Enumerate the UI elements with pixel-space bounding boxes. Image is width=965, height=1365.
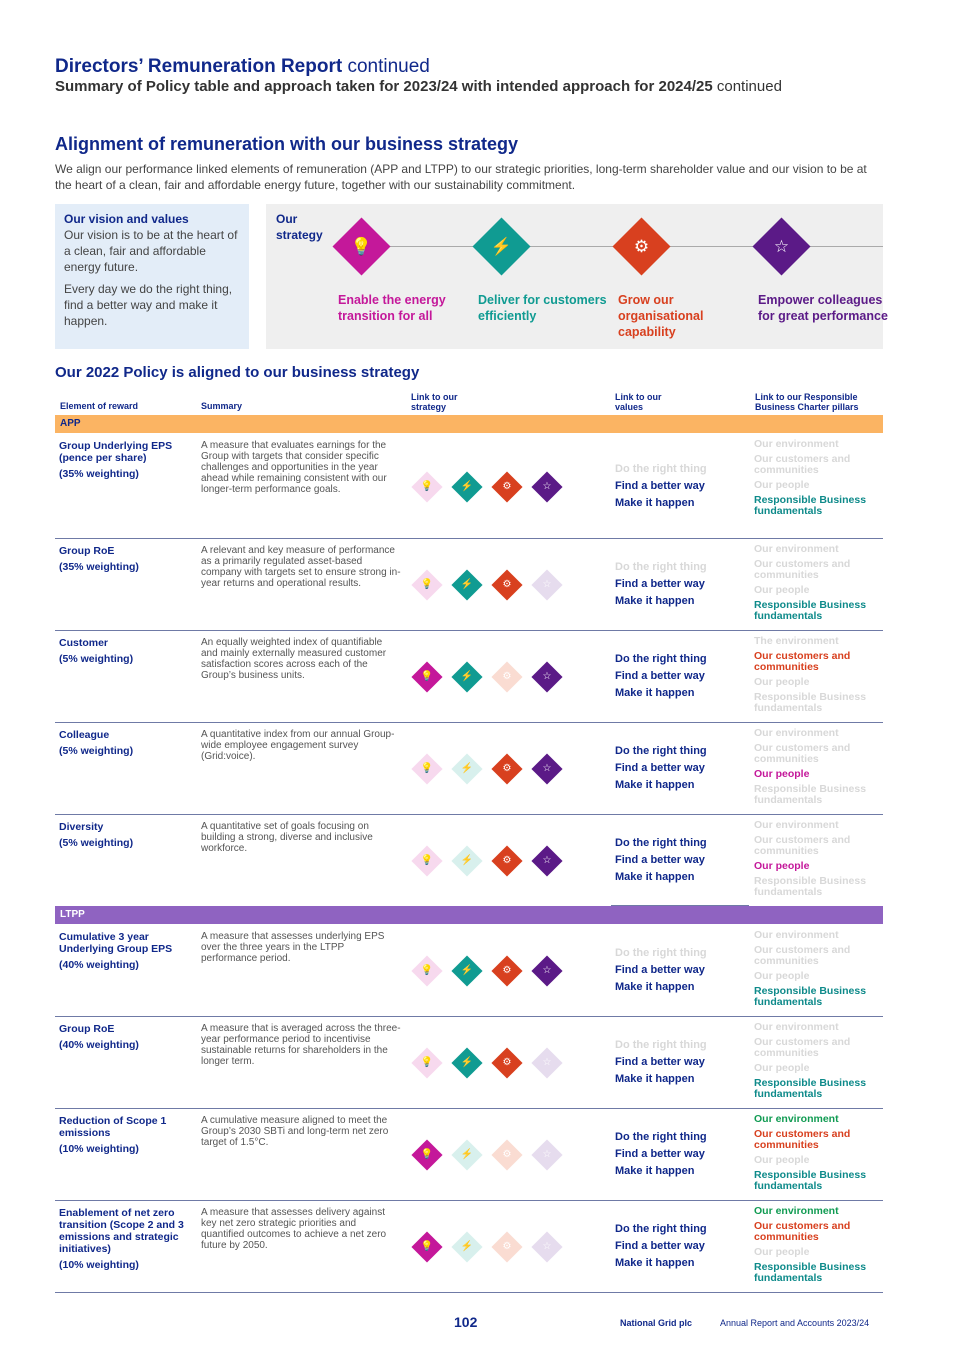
strategy-label-4: Empower colleagues for great performance bbox=[758, 293, 888, 323]
pillar-link-4: Responsible Business fundamentals bbox=[754, 691, 867, 714]
element-name: Group Underlying EPS (pence per share) bbox=[59, 440, 173, 464]
col-header-element: Element of reward bbox=[60, 401, 139, 411]
pillar-link-4: Responsible Business fundamentals bbox=[754, 599, 867, 622]
strategy-link-3 bbox=[491, 1231, 523, 1263]
strategy-link-1 bbox=[411, 661, 443, 693]
band-ltpp: LTPP bbox=[55, 906, 883, 924]
subtitle-continued: continued bbox=[712, 78, 782, 95]
pillar-link-2: Our customers and communities bbox=[754, 1036, 851, 1059]
strategy-links bbox=[411, 471, 571, 503]
strategy-link-1 bbox=[411, 471, 443, 503]
element-summary: A relevant and key measure of performance as a primarily regulated asset-based company with targets set to ensure strong in-year returns and operational results. bbox=[201, 545, 401, 589]
pillar-link-1: Our environment bbox=[754, 543, 839, 555]
lightbulb-icon: 💡 bbox=[420, 579, 434, 590]
pillar-link-2: Our customers and communities bbox=[754, 742, 851, 765]
vision-values-box bbox=[55, 204, 249, 349]
badge-star-icon: ☆ bbox=[542, 480, 552, 492]
element-name: Colleague bbox=[59, 729, 110, 741]
pillar-link-4: Responsible Business fundamentals bbox=[754, 985, 867, 1008]
value-link-3: Make it happen bbox=[615, 1073, 695, 1085]
value-link-1: Do the right thing bbox=[615, 1039, 707, 1051]
pylon-icon: ⚡ bbox=[460, 763, 474, 774]
pylon-icon: ⚡ bbox=[460, 1057, 474, 1068]
table-row bbox=[55, 1017, 883, 1109]
strategy-link-1 bbox=[411, 1139, 443, 1171]
strategy-link-2 bbox=[451, 569, 483, 601]
value-link-2: Find a better way bbox=[615, 1148, 705, 1160]
strategy-link-2 bbox=[451, 1139, 483, 1171]
element-summary: A cumulative measure aligned to meet the Group’s 2030 SBTi and long-term net zero target of 1.5°C. bbox=[201, 1115, 389, 1148]
strategy-link-4 bbox=[531, 955, 563, 987]
element-name: Reduction of Scope 1 emissions bbox=[59, 1115, 167, 1139]
value-link-2: Find a better way bbox=[615, 762, 705, 774]
value-link-2: Find a better way bbox=[615, 1056, 705, 1068]
pylon-icon: ⚡ bbox=[460, 671, 474, 682]
strategy-links bbox=[411, 955, 571, 987]
strategy-link-3 bbox=[491, 661, 523, 693]
value-link-1: Do the right thing bbox=[615, 653, 707, 665]
element-weighting: (40% weighting) bbox=[59, 1039, 139, 1051]
element-weighting: (5% weighting) bbox=[59, 745, 134, 757]
strategy-diamond-1 bbox=[334, 219, 389, 274]
value-link-3: Make it happen bbox=[615, 981, 695, 993]
strategy-label-1: Enable the energy transition for all bbox=[338, 293, 446, 323]
badge-star-icon: ☆ bbox=[542, 855, 552, 866]
value-link-3: Make it happen bbox=[615, 779, 695, 791]
pylon-icon: ⚡ bbox=[460, 579, 474, 590]
element-of-reward bbox=[59, 1115, 194, 1155]
strategy-link-1 bbox=[411, 845, 443, 877]
element-weighting: (35% weighting) bbox=[59, 561, 139, 573]
pillar-link-3: Our people bbox=[754, 584, 810, 596]
strategy-link-4 bbox=[531, 753, 563, 785]
band-app: APP bbox=[55, 415, 883, 433]
pylon-icon: ⚡ bbox=[460, 855, 474, 866]
strategy-box bbox=[266, 204, 888, 349]
badge-star-icon: ☆ bbox=[542, 763, 552, 774]
strategy-link-2 bbox=[451, 471, 483, 503]
element-of-reward bbox=[59, 821, 194, 849]
gears-icon: ⚙ bbox=[502, 480, 512, 492]
lightbulb-icon: 💡 bbox=[420, 855, 434, 866]
pillar-link-3: Our people bbox=[754, 768, 810, 780]
element-weighting: (10% weighting) bbox=[59, 1259, 139, 1271]
pillar-links bbox=[754, 1022, 884, 1104]
pillar-link-2: Our customers and communities bbox=[754, 1128, 851, 1151]
element-of-reward bbox=[59, 1207, 194, 1271]
strategy-link-1 bbox=[411, 1231, 443, 1263]
strategy-link-4 bbox=[531, 661, 563, 693]
value-link-1: Do the right thing bbox=[615, 561, 707, 573]
pillar-link-2: Our customers and communities bbox=[754, 558, 851, 581]
pillar-link-2: Our customers and communities bbox=[754, 650, 851, 673]
element-name: Group RoE bbox=[59, 545, 115, 557]
pillar-link-2: Our customers and communities bbox=[754, 1220, 851, 1243]
pillar-link-3: Our people bbox=[754, 860, 810, 872]
element-summary: A quantitative index from our annual Group-wide employee engagement survey (Grid:voice). bbox=[201, 729, 395, 762]
pylon-icon: ⚡ bbox=[460, 1149, 474, 1160]
values-links bbox=[615, 835, 707, 886]
element-of-reward bbox=[59, 729, 194, 757]
strategy-label-3: Grow our organisational capability bbox=[618, 293, 704, 339]
element-of-reward bbox=[59, 637, 194, 665]
value-link-2: Find a better way bbox=[615, 479, 705, 492]
policy-title: Our 2022 Policy is aligned to our business strategy bbox=[55, 364, 420, 381]
strategy-link-3 bbox=[491, 955, 523, 987]
vision-text: Our vision is to be at the heart of a clean, fair and affordable energy future. bbox=[64, 228, 238, 274]
pillar-link-1: Our environment bbox=[754, 929, 839, 941]
strategy-link-4 bbox=[531, 569, 563, 601]
values-text: Every day we do the right thing, find a better way and make it happen. bbox=[64, 282, 233, 328]
element-of-reward bbox=[59, 440, 194, 480]
strategy-link-1 bbox=[411, 569, 443, 601]
pillar-links bbox=[754, 820, 884, 902]
table-row bbox=[55, 434, 883, 539]
element-summary: A measure that assesses delivery against key net zero strategic priorities and quantified outcomes to achieve a net zero future by 2050. bbox=[201, 1207, 387, 1251]
table-row bbox=[55, 925, 883, 1017]
element-of-reward bbox=[59, 931, 194, 971]
element-weighting: (10% weighting) bbox=[59, 1143, 139, 1155]
pillar-link-4: Responsible Business fundamentals bbox=[754, 1261, 867, 1284]
strategy-diamond-4 bbox=[754, 219, 809, 274]
pillar-link-1: Our environment bbox=[754, 727, 839, 739]
value-link-2: Find a better way bbox=[615, 854, 705, 866]
table-row bbox=[55, 815, 883, 907]
strategy-label: Our strategy bbox=[276, 212, 323, 242]
pillar-link-1: Our environment bbox=[754, 819, 839, 831]
pillar-links bbox=[754, 636, 884, 718]
pylon-icon: ⚡ bbox=[460, 965, 474, 976]
page-header-title: Directors’ Remuneration Report continued bbox=[55, 56, 430, 77]
values-links bbox=[615, 559, 707, 610]
element-weighting: (40% weighting) bbox=[59, 959, 139, 971]
strategy-link-3 bbox=[491, 845, 523, 877]
element-of-reward bbox=[59, 545, 194, 573]
value-link-2: Find a better way bbox=[615, 670, 705, 682]
col-header-values: Link to our values bbox=[615, 392, 662, 412]
pillar-link-3: Our people bbox=[754, 676, 810, 688]
pillar-link-1: The environment bbox=[754, 635, 839, 647]
pylon-icon: ⚡ bbox=[460, 480, 474, 492]
value-link-2: Find a better way bbox=[615, 964, 705, 976]
strategy-label-2: Deliver for customers efficiently bbox=[478, 293, 607, 323]
badge-star-icon: ☆ bbox=[542, 579, 552, 590]
strategy-link-3 bbox=[491, 569, 523, 601]
pillar-link-4: Responsible Business fundamentals bbox=[754, 783, 867, 806]
lightbulb-icon: 💡 bbox=[420, 1241, 434, 1252]
lightbulb-icon: 💡 bbox=[420, 480, 434, 492]
values-links bbox=[615, 1037, 707, 1088]
pillar-link-4: Responsible Business fundamentals bbox=[754, 1169, 867, 1192]
element-summary: A measure that assesses underlying EPS over the three years in the LTPP performance period. bbox=[201, 931, 385, 964]
pillar-links bbox=[754, 728, 884, 810]
gears-icon: ⚙ bbox=[502, 671, 512, 682]
pillar-link-1: Our environment bbox=[754, 438, 839, 450]
value-link-1: Do the right thing bbox=[615, 1223, 707, 1235]
pillar-link-3: Our people bbox=[754, 970, 810, 982]
pillar-link-4: Responsible Business fundamentals bbox=[754, 494, 867, 517]
element-weighting: (5% weighting) bbox=[59, 653, 134, 665]
table-row bbox=[55, 1201, 883, 1293]
strategy-link-2 bbox=[451, 955, 483, 987]
strategy-link-3 bbox=[491, 1139, 523, 1171]
gears-icon: ⚙ bbox=[502, 1149, 512, 1160]
pillar-link-3: Our people bbox=[754, 1062, 810, 1074]
values-links bbox=[615, 651, 707, 702]
strategy-link-3 bbox=[491, 1047, 523, 1079]
element-of-reward bbox=[59, 1023, 194, 1051]
col-header-strategy: Link to our strategy bbox=[411, 392, 458, 412]
lightbulb-icon: 💡 bbox=[420, 1149, 434, 1160]
values-links bbox=[615, 1129, 707, 1180]
value-link-1: Do the right thing bbox=[615, 462, 707, 475]
element-name: Group RoE bbox=[59, 1023, 115, 1035]
pillar-link-2: Our customers and communities bbox=[754, 453, 851, 476]
pylon-icon: ⚡ bbox=[490, 237, 513, 256]
badge-star-icon: ☆ bbox=[542, 1057, 552, 1068]
value-link-3: Make it happen bbox=[615, 871, 695, 883]
page-number: 102 bbox=[454, 1314, 478, 1330]
values-links bbox=[615, 1221, 707, 1272]
value-link-2: Find a better way bbox=[615, 1240, 705, 1252]
lightbulb-icon: 💡 bbox=[420, 1057, 434, 1068]
badge-star-icon: ☆ bbox=[542, 965, 552, 976]
pillar-link-4: Responsible Business fundamentals bbox=[754, 1077, 867, 1100]
pillar-link-2: Our customers and communities bbox=[754, 834, 851, 857]
pillar-link-2: Our customers and communities bbox=[754, 944, 851, 967]
element-summary: An equally weighted index of quantifiable and mainly externally measured customer satisfaction scores across each of the Group’s business units. bbox=[201, 637, 387, 681]
strategy-link-1 bbox=[411, 955, 443, 987]
value-link-3: Make it happen bbox=[615, 496, 695, 509]
intro-paragraph: We align our performance linked elements of remuneration (APP and LTPP) to our strategic priorities, long-term shareholder value and our vision to be at the heart of a clean, fair and affordable energy future, together with our sustainability commitment. bbox=[55, 162, 867, 192]
gears-icon: ⚙ bbox=[502, 855, 512, 866]
strategy-links bbox=[411, 661, 571, 693]
strategy-link-2 bbox=[451, 1231, 483, 1263]
value-link-3: Make it happen bbox=[615, 1257, 695, 1269]
badge-star-icon: ☆ bbox=[773, 237, 790, 256]
lightbulb-icon: 💡 bbox=[420, 671, 434, 682]
strategy-links bbox=[411, 569, 571, 601]
strategy-link-4 bbox=[531, 845, 563, 877]
strategy-link-2 bbox=[451, 753, 483, 785]
lightbulb-icon: 💡 bbox=[420, 965, 434, 976]
pylon-icon: ⚡ bbox=[460, 1241, 474, 1252]
gears-icon: ⚙ bbox=[633, 237, 650, 256]
value-link-1: Do the right thing bbox=[615, 837, 707, 849]
gears-icon: ⚙ bbox=[502, 763, 512, 774]
element-name: Customer bbox=[59, 637, 109, 649]
element-summary: A measure that is averaged across the three-year performance period to incentivise sustainable returns for shareholders in the longer term. bbox=[201, 1023, 401, 1067]
strategy-link-4 bbox=[531, 1231, 563, 1263]
value-link-1: Do the right thing bbox=[615, 745, 707, 757]
pillar-link-3: Our people bbox=[754, 1246, 810, 1258]
value-link-3: Make it happen bbox=[615, 1165, 695, 1177]
value-link-1: Do the right thing bbox=[615, 1131, 707, 1143]
gears-icon: ⚙ bbox=[502, 1241, 512, 1252]
pillar-links bbox=[754, 1206, 884, 1288]
section-title: Alignment of remuneration with our business strategy bbox=[55, 134, 519, 154]
title-continued: continued bbox=[342, 56, 430, 77]
element-summary: A quantitative set of goals focusing on building a strong, diverse and inclusive workforce. bbox=[201, 821, 373, 854]
lightbulb-icon: 💡 bbox=[350, 237, 373, 256]
badge-star-icon: ☆ bbox=[542, 1241, 552, 1252]
strategy-diamond-3 bbox=[614, 219, 669, 274]
value-link-2: Find a better way bbox=[615, 578, 705, 590]
footer-report: Annual Report and Accounts 2023/24 bbox=[720, 1318, 870, 1328]
element-name: Enablement of net zero transition (Scope 2 and 3 emissions and strategic initiatives) bbox=[59, 1207, 184, 1255]
pillar-link-1: Our environment bbox=[754, 1021, 839, 1033]
pillar-link-3: Our people bbox=[754, 1154, 810, 1166]
table-row bbox=[55, 539, 883, 631]
values-links bbox=[615, 743, 707, 794]
strategy-link-2 bbox=[451, 1047, 483, 1079]
table-row bbox=[55, 723, 883, 815]
strategy-link-2 bbox=[451, 845, 483, 877]
table-row bbox=[55, 631, 883, 723]
values-links bbox=[615, 945, 707, 996]
element-name: Cumulative 3 year Underlying Group EPS bbox=[59, 931, 173, 955]
element-weighting: (35% weighting) bbox=[59, 468, 139, 480]
gears-icon: ⚙ bbox=[502, 579, 512, 590]
pillar-link-1: Our environment bbox=[754, 1113, 839, 1125]
pillar-link-4: Responsible Business fundamentals bbox=[754, 875, 867, 898]
pillar-links bbox=[754, 1114, 884, 1196]
pillar-link-3: Our people bbox=[754, 479, 810, 491]
col-header-pillars: Link to our Responsible Business Charter pillars bbox=[755, 392, 859, 412]
value-link-3: Make it happen bbox=[615, 687, 695, 699]
strategy-link-4 bbox=[531, 1047, 563, 1079]
pillar-links bbox=[754, 930, 884, 1012]
strategy-diamond-2 bbox=[474, 219, 529, 274]
strategy-link-4 bbox=[531, 471, 563, 503]
element-summary: A measure that evaluates earnings for the Group with targets that consider specific challenges and opportunities in the year ahead while remaining consistent with our longer-term performance goals. bbox=[201, 440, 387, 495]
element-weighting: (5% weighting) bbox=[59, 837, 134, 849]
strategy-links bbox=[411, 845, 571, 877]
badge-star-icon: ☆ bbox=[542, 1149, 552, 1160]
footer-company: National Grid plc bbox=[620, 1318, 693, 1328]
vision-title: Our vision and values bbox=[64, 212, 189, 226]
strategy-links bbox=[411, 1231, 571, 1263]
strategy-link-3 bbox=[491, 753, 523, 785]
pillar-links bbox=[754, 544, 884, 626]
lightbulb-icon: 💡 bbox=[420, 763, 434, 774]
page-header-subtitle: Summary of Policy table and approach taken for 2023/24 with intended approach for 2024/25 continued bbox=[55, 78, 782, 95]
values-links bbox=[615, 461, 707, 512]
value-link-1: Do the right thing bbox=[615, 947, 707, 959]
strategy-link-4 bbox=[531, 1139, 563, 1171]
element-name: Diversity bbox=[59, 821, 104, 833]
table-row bbox=[55, 1109, 883, 1201]
pillar-links bbox=[754, 439, 884, 521]
gears-icon: ⚙ bbox=[502, 1057, 512, 1068]
pillar-link-1: Our environment bbox=[754, 1205, 839, 1217]
row-divider bbox=[611, 905, 749, 906]
gears-icon: ⚙ bbox=[502, 965, 512, 976]
strategy-links bbox=[411, 1047, 571, 1079]
strategy-link-2 bbox=[451, 661, 483, 693]
strategy-link-1 bbox=[411, 1047, 443, 1079]
strategy-link-1 bbox=[411, 753, 443, 785]
strategy-links bbox=[411, 1139, 571, 1171]
value-link-3: Make it happen bbox=[615, 595, 695, 607]
badge-star-icon: ☆ bbox=[542, 671, 552, 682]
col-header-summary: Summary bbox=[201, 401, 243, 411]
strategy-links bbox=[411, 753, 571, 785]
strategy-link-3 bbox=[491, 471, 523, 503]
